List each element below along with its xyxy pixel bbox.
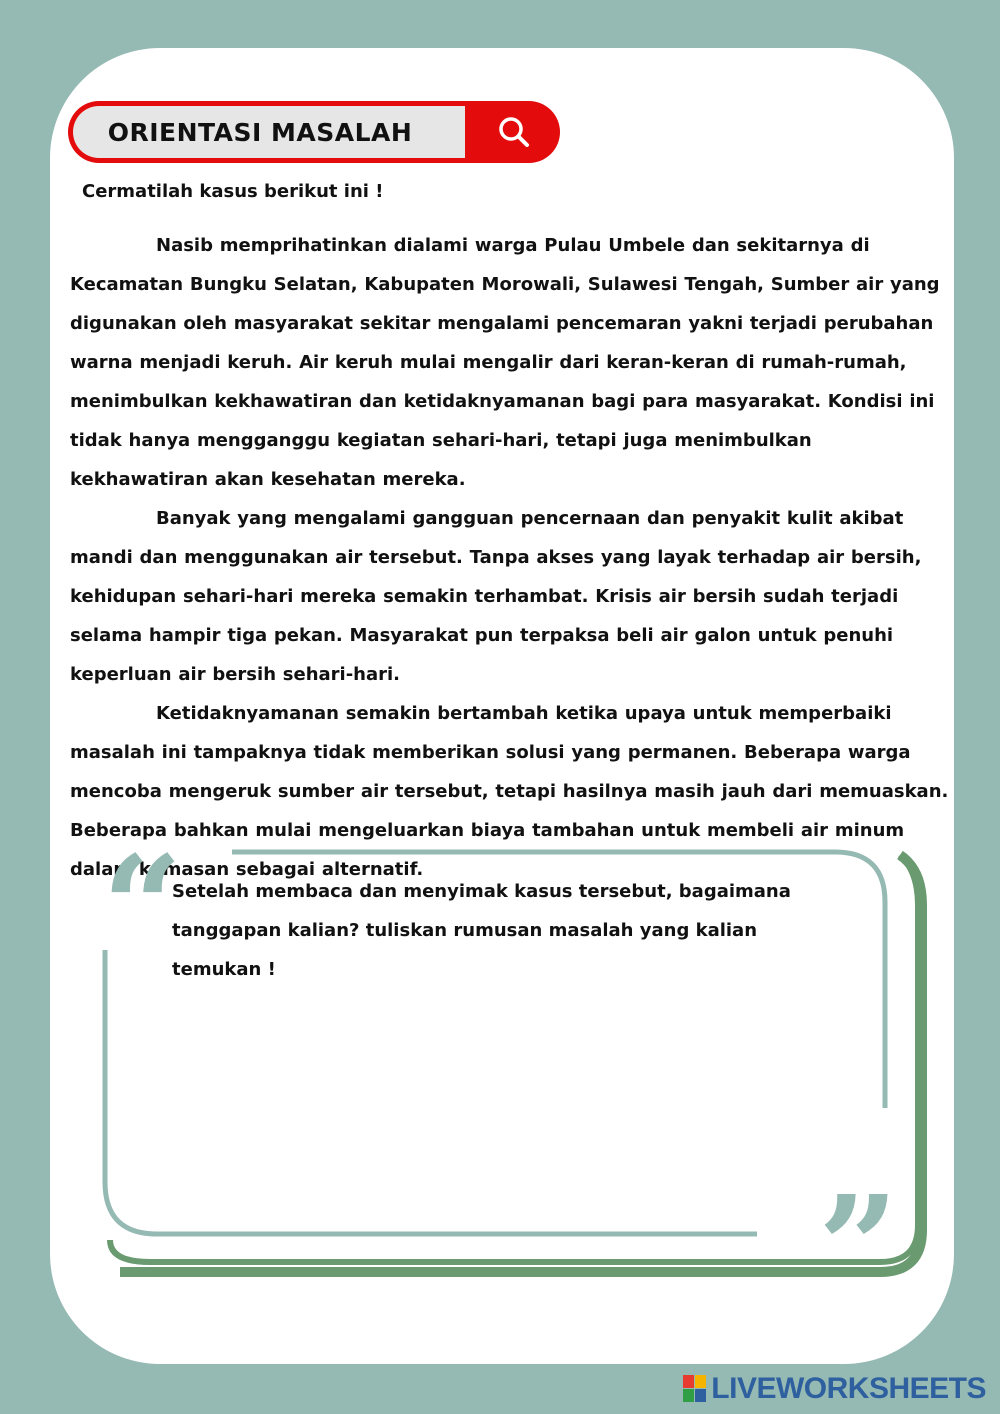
open-quote-icon: “: [102, 826, 183, 990]
close-quote-icon: ”: [818, 1166, 899, 1330]
section-title: ORIENTASI MASALAH: [107, 117, 413, 147]
liveworksheets-logo-icon: [683, 1375, 707, 1403]
question-prompt: Setelah membaca dan menyimak kasus tersebut, bagaimana tanggapan kalian? tuliskan rumusan masalah yang kalian temukan !: [172, 881, 791, 980]
liveworksheets-branding: [683, 1372, 986, 1406]
answer-input[interactable]: [125, 955, 869, 1209]
case-paragraph-1: Nasib memprihatinkan dialami warga Pulau Umbele dan sekitarnya di Kecamatan Bungku Selatan, Kabupaten Morowali, Sulawesi Tengah, Sumber air yang digunakan oleh masyarakat sekitar mengalami pencemaran yakni terjadi perubahan warna menjadi keruh. Air keruh mulai mengalir dari keran-keran di rumah-rumah, menimbulkan kekhawatiran dan ketidaknyamanan bagi para masyarakat. Kondisi ini tidak hanya mengganggu kegiatan sehari-hari, tetapi juga menimbulkan kekhawatiran akan kesehatan mereka.: [70, 235, 940, 490]
brand-text: LIVEWORKSHEETS: [711, 1372, 986, 1405]
case-paragraph-3: Ketidaknyamanan semakin bertambah ketika upaya untuk memperbaiki masalah ini tampaknya tidak memberikan solusi yang permanen. Beberapa warga mencoba mengeruk sumber air tersebut, tetapi hasilnya masih jauh dari memuaskan. Beberapa bahkan mulai mengeluarkan biaya tambahan untuk membeli air minum dalam kemasan sebagai alternatif.: [70, 703, 949, 880]
case-paragraph-2: Banyak yang mengalami gangguan pencernaan dan penyakit kulit akibat mandi dan menggunakan air tersebut. Tanpa akses yang layak terhadap air bersih, kehidupan sehari-hari mereka semakin terhambat. Krisis air bersih sudah terjadi selama hampir tiga pekan. Masyarakat pun terpaksa beli air galon untuk penuhi keperluan air bersih sehari-hari.: [70, 508, 922, 685]
instruction-text: Cermatilah kasus berikut ini !: [82, 181, 384, 202]
